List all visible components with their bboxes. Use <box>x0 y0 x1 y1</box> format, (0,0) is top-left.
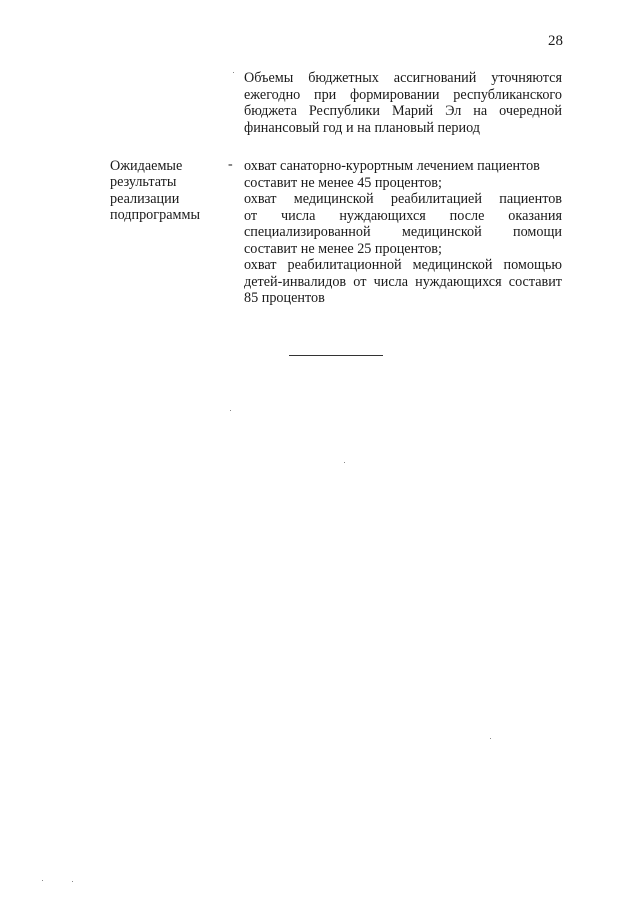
results-line: составит не менее 45 процентов; <box>244 174 442 191</box>
label-line: подпрограммы <box>110 207 200 224</box>
scan-speck <box>42 880 43 881</box>
results-line: охват медицинской реабилитацией пациентов <box>244 191 562 207</box>
results-line: детей-инвалидов от числа нуждающихся составит <box>244 273 562 290</box>
scan-speck <box>344 462 345 463</box>
scan-speck <box>233 72 234 73</box>
budget-allocation-note <box>244 70 562 136</box>
expected-results-label <box>110 158 220 224</box>
scan-speck <box>490 738 491 739</box>
section-separator-line <box>289 355 383 356</box>
results-line: охват реабилитационной медицинской помощью <box>244 257 562 273</box>
budget-note-line: Объемы бюджетных ассигнований уточняются <box>244 70 562 86</box>
budget-note-line: финансовый год и на плановый период <box>244 119 481 136</box>
budget-note-line: ежегодно при формировании республиканского <box>244 86 562 103</box>
label-line: результаты <box>110 174 177 191</box>
label-line: Ожидаемые <box>110 158 183 174</box>
scan-speck <box>72 881 73 882</box>
label-line: реализации <box>110 190 180 207</box>
page-number: 28 <box>548 33 563 49</box>
results-line: специализированной медицинской помощи <box>244 224 562 240</box>
budget-note-line: бюджета Республики Марий Эл на очередной <box>244 103 562 120</box>
results-line: составит не менее 25 процентов; <box>244 240 442 257</box>
scan-speck <box>230 410 231 411</box>
results-line: 85 процентов <box>244 290 325 306</box>
results-line: охват санаторно-курортным лечением пациентов <box>244 158 540 174</box>
label-dash: - <box>228 157 233 172</box>
results-line: от числа нуждающихся после оказания <box>244 207 562 224</box>
expected-results-text <box>244 158 562 307</box>
